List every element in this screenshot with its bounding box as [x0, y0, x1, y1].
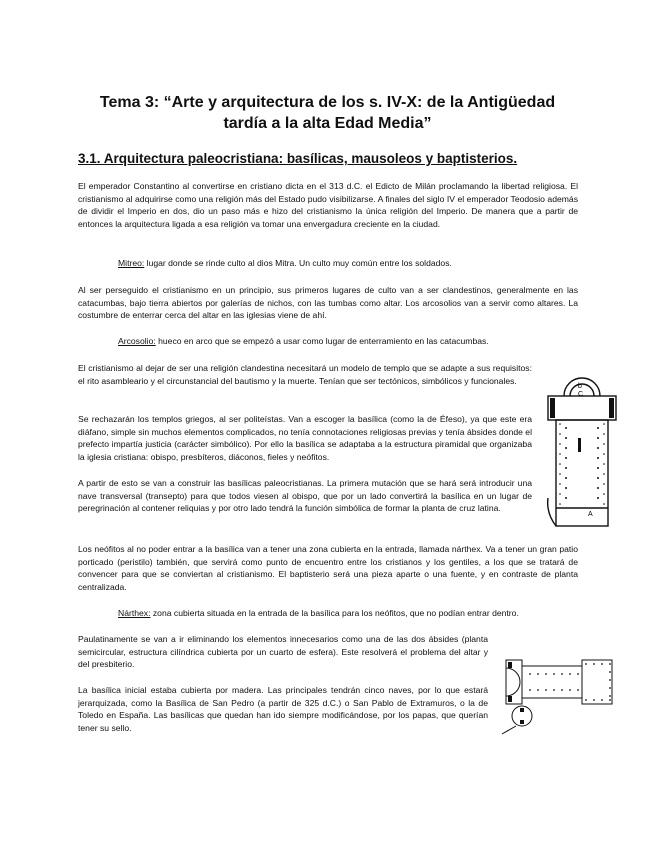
definition-term: Arcosolio:	[118, 336, 156, 346]
definition-term: Mitreo:	[118, 258, 145, 268]
plan-label-a: A	[588, 511, 593, 518]
altar-mark	[578, 438, 581, 452]
apse-outline	[506, 668, 520, 696]
paragraph-basilica: Se rechazarán los templos griegos, al ser politeístas. Van a escoger la basílica (como la de Éfeso), ya que este era diáfano, simple sin muchos elementos complicados, no tenía connotaciones religiosas previas y tenía ábsides donde el prefecto impartía justicia (carácter simbólico). Por ello la basílica se adaptaba a la estructura piramidal que organizaba la iglesia cristiana: obispo, presbíteros, diáconos, fieles y neófitos.	[78, 414, 532, 462]
plan-label-b: b	[578, 383, 582, 390]
definition-narthex	[118, 607, 588, 620]
page-title	[60, 92, 595, 134]
title-line-2: tardía a la alta Edad Media”	[223, 115, 432, 132]
nave-outline	[522, 666, 582, 698]
definition-text: hueco en arco que se empezó a usar como lugar de enterramiento en las catacumbas.	[155, 336, 489, 346]
transept-wall-right	[609, 398, 614, 418]
transept-wall-left	[550, 398, 555, 418]
paragraph-transepto: A partir de esto se van a construir las basílicas paleocristianas. La primera mutación que se hará será introducir una nave transversal (transepto) para que todos viesen al obispo, que por un lado convertirá la basílica en un lugar de peregrinación al contener reliquias y por otro lado tendrá la función simbólica de formar la planta de cruz latina.	[78, 478, 532, 514]
definition-text: zona cubierta situada en la entrada de la basílica para los neófitos, que no podían entrar dentro.	[150, 608, 519, 618]
scale-line	[502, 726, 516, 734]
atrium-outline	[582, 660, 612, 704]
atrium-curve	[548, 498, 556, 526]
pier	[520, 708, 524, 712]
basilica-floor-plan-figure	[544, 358, 620, 534]
title-line-1: Tema 3: “Arte y arquitectura de los s. IV-X: de la Antigüedad	[99, 94, 556, 111]
definition-mitreo	[118, 257, 588, 270]
plan-label-c: C	[578, 391, 584, 398]
definition-arcosolio	[118, 335, 588, 348]
paragraph-catacumbas: Al ser perseguido el cristianismo en un principio, sus primeros lugares de culto van a ser clandestinos, generalmente en las catacumbas, bajo tierra abiertos por galerías de nichos, con las tumbas como altar. Los arcosolios van a servir como altares. La costumbre de enterrar cerca del altar en las iglesias viene de ahí.	[78, 285, 578, 321]
pier	[508, 662, 512, 668]
paragraph-absides: Paulatinamente se van a ir eliminando los elementos innecesarios como una de las dos ábsides (planta semicircular, estructura cilíndrica cubierta por un cuarto de esfera). Este resolverá el problema del altar y del presbiterio.	[78, 634, 488, 670]
paragraph-cinco-naves: La basílica inicial estaba cubierta por madera. Las principales tendrán cinco naves, por lo que estará jerarquizada, como la Basílica de San Pedro (a partir de 325 d.C.) o San Pablo de Extramuros, o la de Toledo en España. Las basílicas que quedan han ido siempre modificándose, por los papas, que querían tener su sello.	[78, 685, 488, 733]
pier	[508, 696, 512, 702]
san-pedro-floor-plan-figure	[498, 630, 620, 738]
paragraph-modelo-templo: El cristianismo al dejar de ser una religión clandestina necesitará un modelo de templo que se adapte a sus requisitos: el rito asambleario y el circunstancial del bautismo y la muerte. Tenían que ser tectónicos, simbólicos y funcionales.	[78, 363, 532, 386]
pier	[520, 720, 524, 724]
definition-text: lugar donde se rinde culto al dios Mitra. Un culto muy común entre los soldados.	[144, 258, 452, 268]
definition-term: Nárthex:	[118, 608, 151, 618]
section-heading: 3.1. Arquitectura paleocristiana: basílicas, mausoleos y baptisterios.	[78, 151, 518, 166]
paragraph-narthex: Los neófitos al no poder entrar a la basílica van a tener una zona cubierta en la entrada, llamada nárthex. Va a tener un gran patio porticado (peristilo) también, que servirá como punto de encuentro entre los cristianos y los gentiles, a los que se tratará de convencer para que se conviertan al cristianismo. El baptisterio será una pieza aparte o una fuente, y en contraste de planta centralizada.	[78, 544, 578, 592]
nave-outline	[556, 420, 608, 526]
paragraph-edicto-milan: El emperador Constantino al convertirse en cristiano dicta en el 313 d.C. el Edicto de Milán proclamando la libertad religiosa. El cristianismo al adquirirse como una religión más del Estado pudo visibilizarse. A finales del siglo IV el emperador Teodosio además de dividir el Imperio en dos, dio un paso más e hizo del cristianismo la única religión del Imperio. De manera que a partir de entonces la arquitectura ligada a esa religión va tomar una envergadura creciente en la ciudad.	[78, 181, 578, 229]
transept-outline	[548, 396, 616, 420]
